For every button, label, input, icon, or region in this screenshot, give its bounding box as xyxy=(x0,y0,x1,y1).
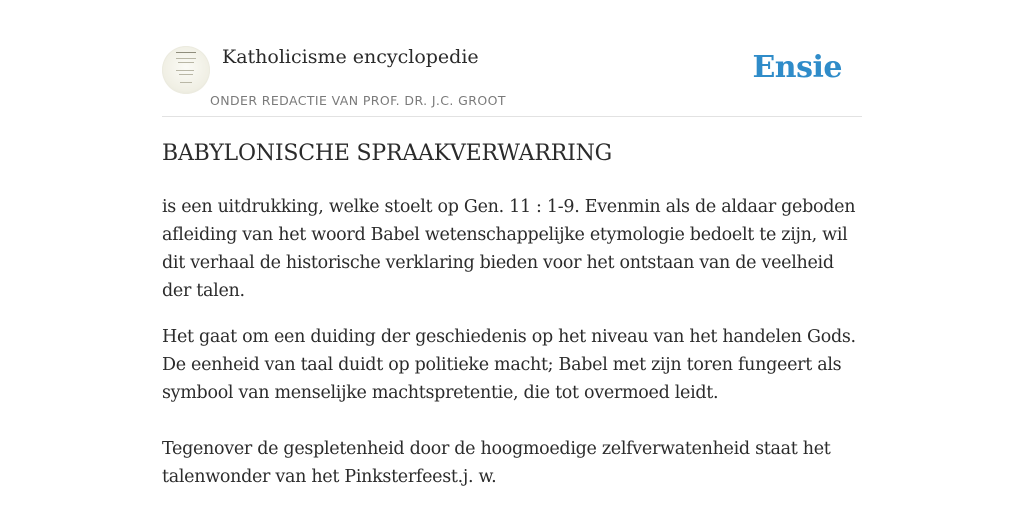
article-paragraph: Tegenover de gespletenheid door de hoogmoedige zelfverwatenheid staat het talenwonder van het Pinksterfeest.j. w. xyxy=(162,439,831,487)
article-paragraph: is een uitdrukking, welke stoelt op Gen. 11 : 1-9. Evenmin als de aldaar geboden afleiding van het woord Babel wetenschappelijke etymologie bedoelt te zijn, wil dit verhaal de historische verklaring bieden voor het ontstaan van de veelheid der talen. xyxy=(162,197,856,301)
article-paragraph: Het gaat om een duiding der geschiedenis op het niveau van het handelen Gods. De eenheid van taal duidt op politieke macht; Babel met zijn toren fungeert als symbool van menselijke machtspretentie, die tot overmoed leidt. xyxy=(162,327,856,403)
ensie-logo[interactable]: Ensie xyxy=(752,50,842,85)
book-cover-image[interactable] xyxy=(162,46,210,94)
page-content xyxy=(162,0,862,487)
article-title: BABYLONISCHE SPRAAKVERWARRING xyxy=(162,141,613,166)
book-title[interactable]: Katholicisme encyclopedie xyxy=(222,46,479,68)
article-body xyxy=(162,193,862,509)
editor-credit: ONDER REDACTIE VAN PROF. DR. J.C. GROOT xyxy=(210,93,506,108)
page-header xyxy=(162,0,862,117)
